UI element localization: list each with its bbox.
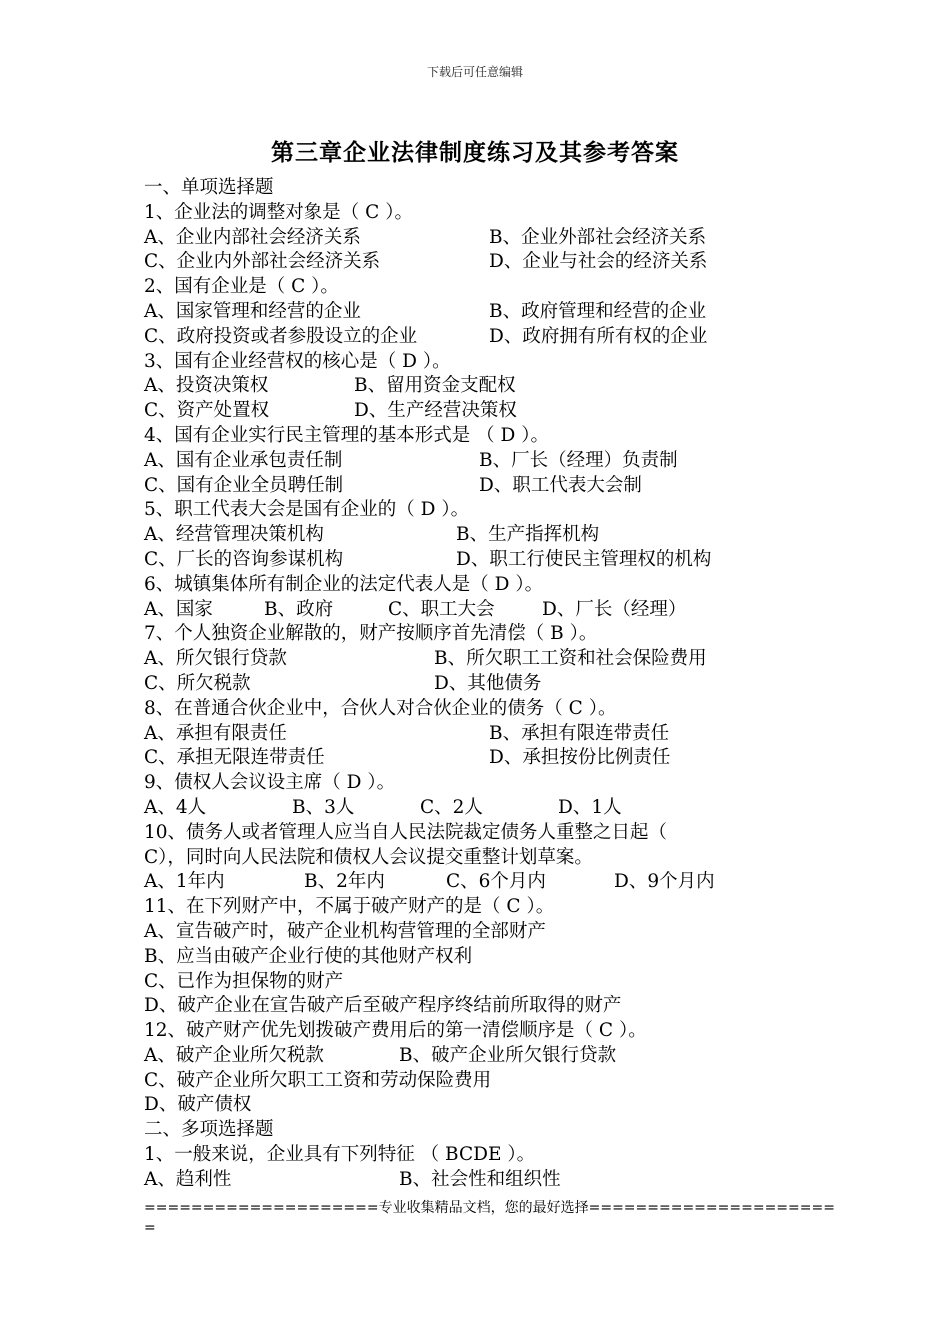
header-note: 下载后可任意编辑 (426, 65, 523, 79)
text-line (144, 498, 824, 523)
text-line (144, 622, 824, 647)
text-line (144, 474, 824, 499)
option-text: C、职工大会 (388, 598, 495, 620)
option-text: D、生产经营决策权 (354, 400, 517, 422)
option-text: D、承担按份比例责任 (489, 747, 671, 769)
text-line (144, 722, 824, 747)
text-line (144, 598, 824, 623)
text-line (144, 672, 824, 697)
text-line (144, 895, 824, 920)
text-line (144, 300, 824, 325)
text-line (144, 796, 824, 821)
option-text: B、企业外部社会经济关系 (489, 226, 707, 248)
option-text: D、政府拥有所有权的企业 (489, 325, 708, 347)
line-text: 2、国有企业是（ C ）。 (144, 276, 339, 298)
line-text: 二、多项选择题 (144, 1119, 274, 1141)
text-line (144, 573, 824, 598)
line-text: A、4人 (144, 796, 207, 818)
line-text: 11、在下列财产中，不属于破产财产的是（ C ）。 (144, 896, 555, 918)
text-line (144, 176, 824, 201)
text-line (144, 1143, 824, 1168)
line-text: A、企业内部社会经济关系 (144, 226, 361, 248)
option-text: D、厂长（经理） (542, 598, 687, 620)
option-text: B、政府管理和经营的企业 (489, 300, 707, 322)
text-line (144, 325, 824, 350)
line-text: 4、国有企业实行民主管理的基本形式是 （ D ）。 (144, 424, 549, 446)
text-line (144, 548, 824, 573)
line-text: 1、一般来说，企业具有下列特征 （ BCDE ）。 (144, 1144, 536, 1166)
line-text: C），同时向人民法院和债权人会议提交重整计划草案。 (144, 846, 593, 868)
line-text: A、国家 (144, 598, 213, 620)
text-line (144, 1019, 824, 1044)
text-line (144, 1118, 824, 1143)
option-text: D、职工行使民主管理权的机构 (456, 548, 712, 570)
line-text: A、承担有限责任 (144, 722, 287, 744)
text-line (144, 226, 824, 251)
line-text: A、国有企业承包责任制 (144, 449, 343, 471)
text-line (144, 697, 824, 722)
document-title: 第三章企业法律制度练习及其参考答案 (271, 140, 679, 166)
text-line (144, 970, 824, 995)
line-text: A、趋利性 (144, 1168, 232, 1190)
option-text: B、政府 (264, 598, 334, 620)
text-line (144, 994, 824, 1019)
line-text: 6、城镇集体所有制企业的法定代表人是（ D ）。 (144, 573, 544, 595)
line-text: A、1年内 (144, 871, 225, 893)
footer-banner: ====================专业收集精品文档，您的最好选择===================== (144, 1200, 835, 1216)
line-text: 5、职工代表大会是国有企业的（ D ）。 (144, 499, 470, 521)
text-line (144, 1093, 824, 1118)
text-line (144, 250, 824, 275)
line-text: A、投资决策权 (144, 375, 269, 397)
text-line (144, 399, 824, 424)
text-line (144, 746, 824, 771)
option-text: B、破产企业所欠银行贷款 (399, 1044, 617, 1066)
text-line (144, 275, 824, 300)
line-text: C、国有企业全员聘任制 (144, 474, 344, 496)
option-text: C、6个月内 (446, 871, 546, 893)
text-line (144, 201, 824, 226)
line-text: A、破产企业所欠税款 (144, 1044, 324, 1066)
text-line (144, 647, 824, 672)
line-text: 3、国有企业经营权的核心是（ D ）。 (144, 350, 451, 372)
line-text: C、政府投资或者参股设立的企业 (144, 325, 418, 347)
option-text: B、所欠职工工资和社会保险费用 (434, 648, 707, 670)
option-text: B、厂长（经理）负责制 (479, 449, 678, 471)
text-line (144, 350, 824, 375)
line-text: C、企业内外部社会经济关系 (144, 251, 381, 273)
option-text: D、企业与社会的经济关系 (489, 251, 708, 273)
line-text: 10、债务人或者管理人应当自人民法院裁定债务人重整之日起（ (144, 821, 668, 843)
option-text: C、2人 (420, 796, 483, 818)
line-text: C、承担无限连带责任 (144, 747, 325, 769)
option-text: B、2年内 (304, 871, 385, 893)
option-text: B、承担有限连带责任 (489, 722, 670, 744)
line-text: C、所欠税款 (144, 672, 251, 694)
line-text: 12、破产财产优先划拨破产费用后的第一清偿顺序是（ C ）。 (144, 1020, 647, 1042)
line-text: A、国家管理和经营的企业 (144, 300, 361, 322)
text-line (144, 1069, 824, 1094)
line-text: C、已作为担保物的财产 (144, 970, 344, 992)
line-text: B、应当由破产企业行使的其他财产权利 (144, 945, 473, 967)
option-text: B、3人 (292, 796, 355, 818)
text-line (144, 920, 824, 945)
text-line (144, 523, 824, 548)
text-line (144, 424, 824, 449)
option-text: D、1人 (558, 796, 622, 818)
option-text: D、9个月内 (614, 871, 715, 893)
line-text: C、厂长的咨询参谋机构 (144, 548, 344, 570)
line-text: 1、企业法的调整对象是（ C ）。 (144, 201, 413, 223)
text-line (144, 1168, 824, 1193)
text-line (144, 449, 824, 474)
option-text: B、社会性和组织性 (399, 1168, 561, 1190)
line-text: 8、在普通合伙企业中，合伙人对合伙企业的债务（ C ）。 (144, 697, 617, 719)
line-text: A、所欠银行贷款 (144, 648, 287, 670)
text-line (144, 846, 824, 871)
text-line (144, 945, 824, 970)
text-line (144, 1044, 824, 1069)
line-text: 7、个人独资企业解散的，财产按顺序首先清偿（ B ）。 (144, 623, 598, 645)
footer-banner-tail: = (144, 1220, 156, 1236)
option-text: B、生产指挥机构 (456, 524, 600, 546)
text-line (144, 870, 824, 895)
text-line (144, 771, 824, 796)
line-text: A、宣告破产时，破产企业机构营管理的全部财产 (144, 920, 546, 942)
line-text: D、破产企业在宣告破产后至破产程序终结前所取得的财产 (144, 995, 622, 1017)
option-text: D、职工代表大会制 (479, 474, 642, 496)
line-text: A、经营管理决策机构 (144, 524, 324, 546)
text-line (144, 821, 824, 846)
line-text: 9、债权人会议设主席（ D ）。 (144, 772, 396, 794)
line-text: 一、单项选择题 (144, 177, 274, 198)
line-text: C、破产企业所欠职工工资和劳动保险费用 (144, 1069, 492, 1091)
option-text: D、其他债务 (434, 672, 542, 694)
text-line (144, 374, 824, 399)
line-text: C、资产处置权 (144, 400, 270, 422)
line-text: D、破产债权 (144, 1094, 252, 1116)
option-text: B、留用资金支配权 (354, 375, 516, 397)
document-body (144, 176, 824, 1193)
